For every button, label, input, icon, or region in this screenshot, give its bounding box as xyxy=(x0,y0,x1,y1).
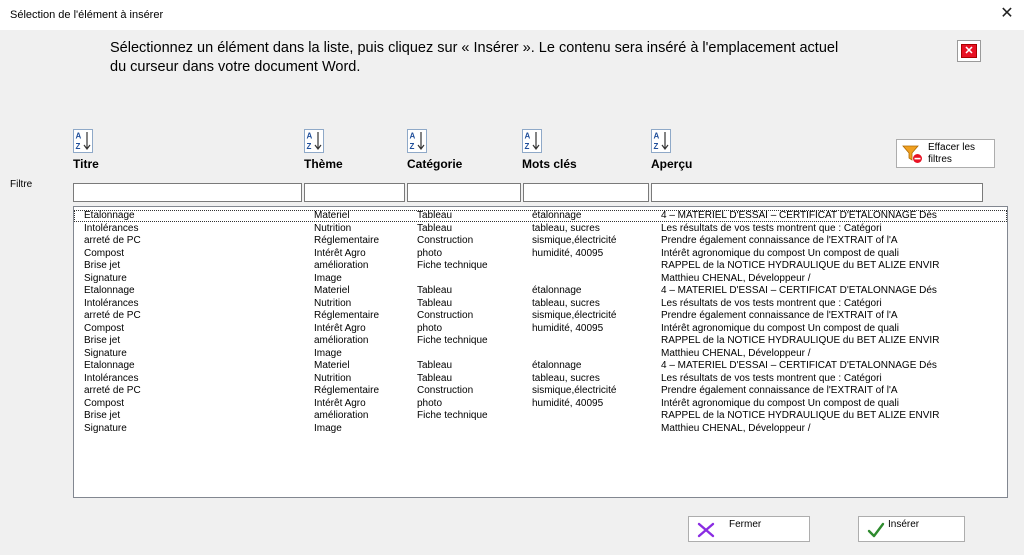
close-button[interactable] xyxy=(688,516,810,542)
sort-az-icon xyxy=(304,129,324,153)
window-close-icon[interactable]: ✕ xyxy=(1000,5,1014,22)
funnel-clear-icon xyxy=(902,144,924,164)
window-title: Sélection de l'élément à insérer xyxy=(10,9,164,21)
check-icon xyxy=(867,522,885,538)
list-item[interactable]: Signature Image Matthieu CHENAL, Développeur / xyxy=(84,272,811,284)
list-item[interactable]: Intolérances Nutrition Tableau tableau, sucres Les résultats de vos tests montrent que : Catégori xyxy=(84,297,882,309)
list-item[interactable]: Compost Intérêt Agro photo humidité, 40095 Intérêt agronomique du compost Un compost de quali xyxy=(84,247,899,259)
list-item[interactable]: Intolérances Nutrition Tableau tableau, sucres Les résultats de vos tests montrent que : Catégori xyxy=(84,222,882,234)
title-bar xyxy=(0,0,1024,30)
list-item[interactable]: Etalonnage Materiel Tableau étalonnage 4 – MATERIEL D'ESSAI – CERTIFICAT D'ETALONNAGE Dés xyxy=(84,285,937,296)
clear-filters-button[interactable] xyxy=(896,139,995,168)
sort-apercu-button[interactable] xyxy=(651,129,671,153)
sort-az-icon xyxy=(73,129,93,153)
filter-titre-input[interactable] xyxy=(73,183,302,202)
column-header-theme: Thème xyxy=(304,157,343,171)
list-item[interactable]: Signature Image Matthieu CHENAL, Développeur / xyxy=(84,347,811,359)
column-header-apercu: Aperçu xyxy=(651,157,693,171)
sort-az-icon xyxy=(651,129,671,153)
list-item[interactable]: Signature Image Matthieu CHENAL, Développeur / xyxy=(84,422,811,434)
list-item[interactable]: Compost Intérêt Agro photo humidité, 40095 Intérêt agronomique du compost Un compost de quali xyxy=(84,397,899,409)
list-item[interactable]: Etalonnage Materiel Tableau étalonnage 4 – MATERIEL D'ESSAI – CERTIFICAT D'ETALONNAGE Dés xyxy=(74,210,1007,222)
x-icon xyxy=(697,522,715,538)
filter-label: Filtre xyxy=(10,179,33,190)
list-item[interactable]: Compost Intérêt Agro photo humidité, 40095 Intérêt agronomique du compost Un compost de quali xyxy=(84,322,899,334)
sort-categorie-button[interactable] xyxy=(407,129,427,153)
filter-theme-input[interactable] xyxy=(304,183,405,202)
svg-text:A: A xyxy=(524,131,531,141)
svg-text:A: A xyxy=(306,131,313,141)
list-item[interactable]: arreté de PC Réglementaire Construction sismique,électricité Prendre également connaissance de l'EXTRAIT of l'A xyxy=(84,235,898,246)
filter-categorie-input[interactable] xyxy=(407,183,521,202)
insert-button-label: Insérer xyxy=(888,519,920,530)
filter-apercu-input[interactable] xyxy=(651,183,983,202)
filter-mots-cles-input[interactable] xyxy=(523,183,649,202)
close-dialog-button[interactable] xyxy=(957,40,981,62)
list-item[interactable]: Intolérances Nutrition Tableau tableau, sucres Les résultats de vos tests montrent que : Catégori xyxy=(84,372,882,384)
sort-az-icon xyxy=(522,129,542,153)
sort-theme-button[interactable] xyxy=(304,129,324,153)
insert-button[interactable] xyxy=(858,516,965,542)
svg-text:Z: Z xyxy=(75,142,81,151)
list-item[interactable]: Brise jet amélioration Fiche technique RAPPEL de la NOTICE HYDRAULIQUE du BET ALIZE ENVIR xyxy=(84,410,940,421)
svg-text:Z: Z xyxy=(409,142,415,151)
list-item[interactable]: Etalonnage Materiel Tableau étalonnage 4 – MATERIEL D'ESSAI – CERTIFICAT D'ETALONNAGE Dés xyxy=(84,360,937,371)
clear-filters-label: Effacer les filtres xyxy=(928,142,976,165)
svg-text:A: A xyxy=(653,131,660,141)
column-header-categorie: Catégorie xyxy=(407,157,463,171)
column-header-titre: Titre xyxy=(73,157,99,171)
list-item[interactable]: Brise jet amélioration Fiche technique RAPPEL de la NOTICE HYDRAULIQUE du BET ALIZE ENVIR xyxy=(84,335,940,346)
sort-titre-button[interactable] xyxy=(73,129,93,153)
instructions-text: Sélectionnez un élément dans la liste, puis cliquez sur « Insérer ». Le contenu sera inséré à l'emplacement actuel du curseur dans votre document Word. xyxy=(110,40,839,75)
list-item[interactable]: arreté de PC Réglementaire Construction sismique,électricité Prendre également connaissance de l'EXTRAIT of l'A xyxy=(84,385,898,396)
items-list[interactable] xyxy=(73,206,1008,498)
svg-text:Z: Z xyxy=(306,142,312,151)
svg-text:A: A xyxy=(75,131,82,141)
svg-text:Z: Z xyxy=(524,142,530,151)
red-close-icon: ✕ xyxy=(961,44,977,58)
svg-text:Z: Z xyxy=(653,142,659,151)
list-item[interactable]: Brise jet amélioration Fiche technique RAPPEL de la NOTICE HYDRAULIQUE du BET ALIZE ENVIR xyxy=(84,260,940,271)
sort-az-icon xyxy=(407,129,427,153)
column-header-mots-cles: Mots clés xyxy=(522,157,577,171)
close-button-label: Fermer xyxy=(729,519,762,530)
list-item[interactable]: arreté de PC Réglementaire Construction sismique,électricité Prendre également connaissance de l'EXTRAIT of l'A xyxy=(84,310,898,321)
sort-mots-cles-button[interactable] xyxy=(522,129,542,153)
svg-text:A: A xyxy=(409,131,416,141)
